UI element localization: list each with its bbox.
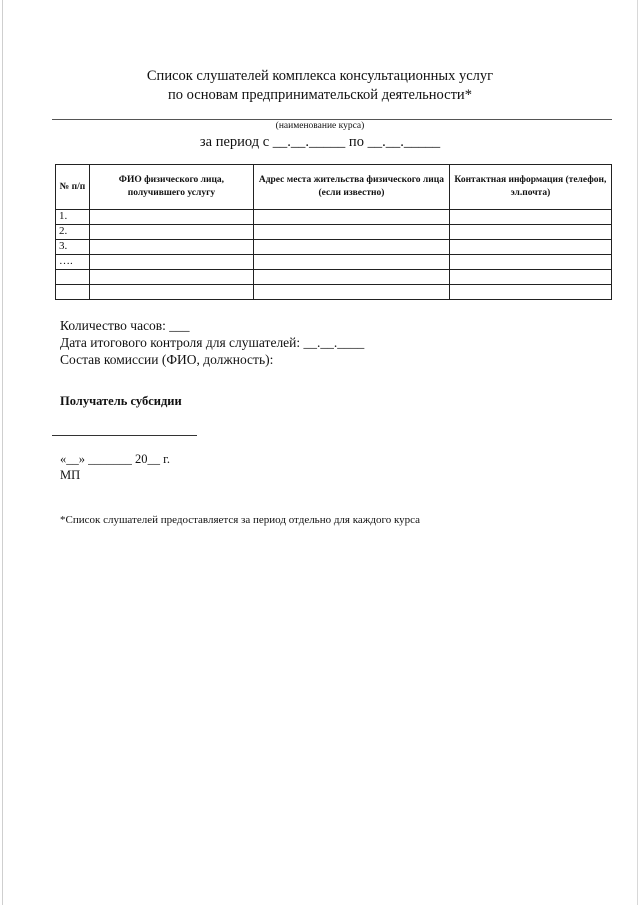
cell-address — [254, 285, 450, 300]
course-name-caption: (наименование курса) — [275, 121, 365, 131]
exam-date-line: Дата итогового контроля для слушателей: __.__.____ — [60, 335, 365, 350]
cell-full-name — [89, 210, 253, 225]
table-row — [56, 255, 612, 270]
cell-number: 2. — [56, 225, 90, 240]
commission-line: Состав комиссии (ФИО, должность): — [60, 352, 274, 367]
cell-number: 3. — [56, 240, 90, 255]
cell-contacts — [449, 255, 611, 270]
cell-number: 1. — [56, 210, 90, 225]
period-line: за период с __.__._____ по __.__._____ — [199, 134, 441, 150]
cell-contacts — [449, 270, 611, 285]
subsidy-recipient-label: Получатель субсидии — [60, 394, 182, 408]
table-header-row — [56, 165, 612, 210]
course-name-line — [52, 119, 612, 120]
footnote: *Список слушателей предоставляется за период отдельно для каждого курса — [60, 514, 421, 526]
title-line-1: Список слушателей комплекса консультационных услуг — [146, 68, 494, 84]
cell-contacts — [449, 285, 611, 300]
cell-address — [254, 255, 450, 270]
hours-line: Количество часов: ___ — [60, 318, 190, 333]
cell-contacts — [449, 210, 611, 225]
cell-contacts — [449, 240, 611, 255]
seal-mark: МП — [60, 468, 81, 482]
table-row — [56, 225, 612, 240]
signature-line — [52, 435, 197, 436]
course-details — [60, 317, 364, 368]
cell-full-name — [89, 285, 253, 300]
cell-number: …. — [56, 255, 90, 270]
cell-contacts — [449, 225, 611, 240]
cell-full-name — [89, 255, 253, 270]
table-row — [56, 285, 612, 300]
table-row — [56, 270, 612, 285]
signature-date: «__» _______ 20__ г. — [60, 452, 170, 466]
cell-number — [56, 285, 90, 300]
cell-address — [254, 270, 450, 285]
table-row — [56, 210, 612, 225]
cell-full-name — [89, 225, 253, 240]
cell-full-name — [89, 270, 253, 285]
cell-full-name — [89, 240, 253, 255]
cell-address — [254, 240, 450, 255]
cell-address — [254, 210, 450, 225]
cell-address — [254, 225, 450, 240]
header-number: № п/п — [56, 165, 90, 210]
document-title — [0, 67, 640, 105]
title-line-2: по основам предпринимательской деятельности* — [168, 87, 472, 103]
listeners-table — [55, 164, 612, 300]
header-address: Адрес места жительства физического лица (если известно) — [254, 165, 450, 210]
header-contacts: Контактная информация (телефон, эл.почта) — [449, 165, 611, 210]
cell-number — [56, 270, 90, 285]
table-row — [56, 240, 612, 255]
header-full-name: ФИО физического лица, получившего услугу — [89, 165, 253, 210]
